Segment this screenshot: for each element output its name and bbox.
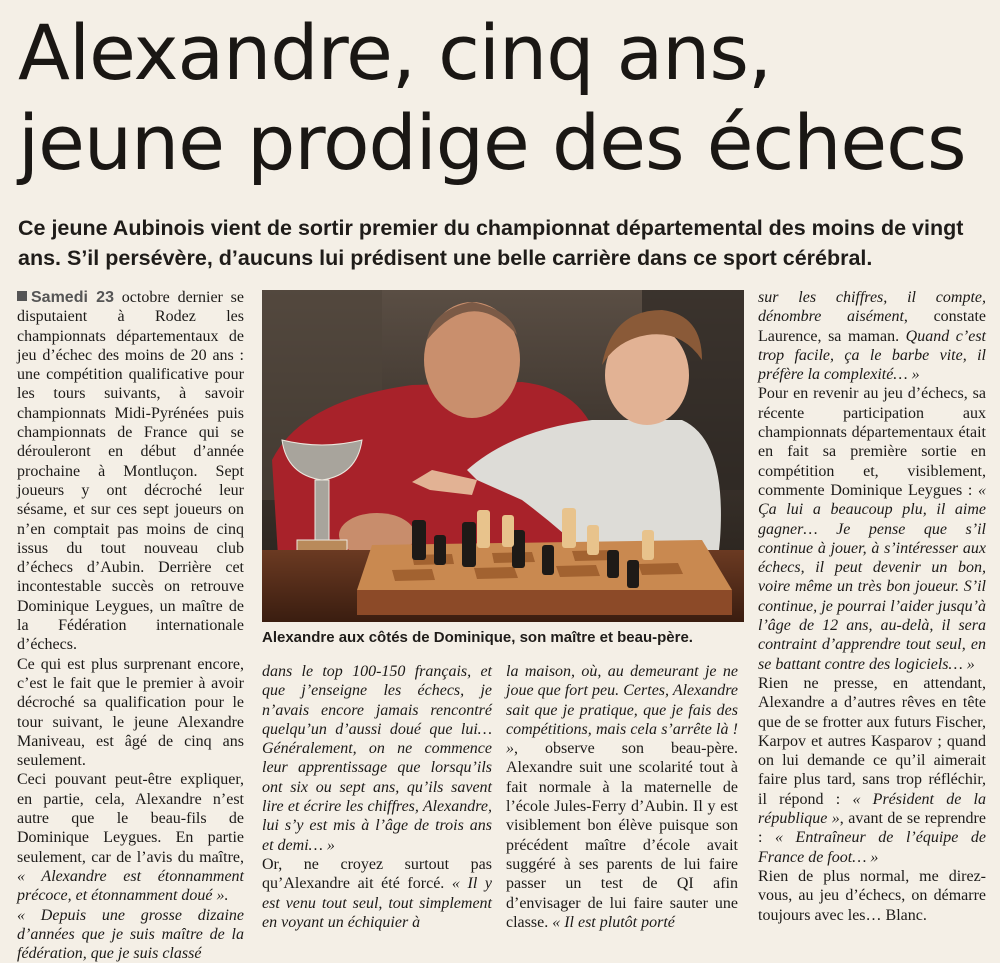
col3-paragraph-1 [506,662,738,932]
chess-photo-illustration [262,290,744,622]
col4-paragraph-1 [758,288,986,384]
article-column-3 [506,662,738,932]
col4-quote-3: « Président de la république » [758,791,986,827]
col4-text-3: Rien ne presse, en attendant, Alexandre a d’autres rêves en tête que de se frotter aux futurs Fischer, Karpov et autres Kasparov ; quand on lui demande ce qu’il aimerait faire plus tard, sans trop réfléchir, il répond : [758,675,986,808]
col4-quote-3b: « Entraîneur de l’équipe de France de foot… » [758,829,986,865]
lead-square-icon [17,291,27,301]
photo-caption: Alexandre aux côtés de Dominique, son maître et beau-père. [262,628,744,648]
col2-quote-2: « Il y est venu tout seul, tout simplement en voyant un échiquier à [262,875,492,931]
col2-paragraph-2 [262,855,492,932]
headline [18,8,988,188]
col3-quote-1: la maison, où, au demeurant je ne joue que fort peu. Certes, Alexandre sait que je pratique, que je fais des compétitions, mais cela s’arrête là ! » [506,663,738,757]
col4-quote-1b: Quand c’est trop facile, ça le barbe vite, il préfère la complexité… » [758,328,986,384]
col1-paragraph-3 [17,770,244,905]
col4-quote-1: sur les chiffres, il compte, dénombre aisément [758,289,986,325]
col4-paragraph-2 [758,384,986,673]
col4-text-3b: , avant de se reprendre : [758,810,986,846]
col4-text-1: , constate Laurence, sa maman. [758,308,986,344]
col4-quote-2: « Ça lui a beaucoup plu, il aime gagner… Je pense que s’il continue à jouer, à s’intéresser aux échecs, il peut devenir un bon, voire même un très bon joueur. S’il continue, je pourrai l’aider jusqu’à l’âge de 12 ans, au-delà, il sera contraint d’apprendre tout seul, en se battant contre des logiciels… » [758,482,986,673]
col3-quote-end: « Il est plutôt porté [552,914,675,931]
col1-quote-3: « Alexandre est étonnamment précoce, et étonnamment doué ». [17,868,244,904]
col4-paragraph-3 [758,674,986,867]
col4-paragraph-4: Rien de plus normal, me direz-vous, au jeu d’échecs, on démarre toujours avec les… Blanc. [758,867,986,925]
col2-paragraph-1: dans le top 100-150 français, et que j’enseigne les échecs, je n’avais encore jamais rencontré quelqu’un d’aussi doué que lui… Généralement, on ne commence leur apprentissage que lorsqu’ils ont six ou sept ans, qu’ils savent lire et écrire les chiffres, Alexandre, lui s’y est mis à l’âge de trois ans et demi… » [262,662,492,855]
lead-word: Samedi 23 [31,289,114,306]
col1-text-3: Ceci pouvant peut-être expliquer, en partie, cela, Alexandre n’est autre que le beau-fils de Dominique Leygues. En partie seulement, car de l’avis du maître, [17,771,244,865]
article-column-4 [758,288,986,925]
col1-paragraph-1 [17,288,244,655]
headline-line-2: jeune prodige des échecs [18,98,988,188]
standfirst: Ce jeune Aubinois vient de sortir premier du championnat départemental des moins de vingt ans. S’il persévère, d’aucuns lui prédisent une belle carrière dans ce sport cérébral. [18,213,983,273]
col1-paragraph-4: « Depuis une grosse dizaine d’années que je suis maître de la fédération, que je suis classé [17,906,244,963]
article-photo [262,290,744,622]
col3-text-1: , observe son beau-père. Alexandre suit une scolarité tout à fait normale à la maternelle de l’école Jules-Ferry d’Aubin. Il y est visiblement bon élève puisque son précédent maître d’école avait suggéré à ses parents de lui faire passer un test de QI afin d’envisager de lui faire sauter une classe. [506,740,738,931]
article-column-1 [17,288,244,963]
col4-text-2: Pour en revenir au jeu d’échecs, sa récente participation aux championnats départementaux était en fait sa première sortie en compétition et, visiblement, commente Dominique Leygues : [758,385,986,498]
col2-text-2: Or, ne croyez surtout pas qu’Alexandre ait été forcé. [262,856,492,892]
col1-text-1: octobre dernier se disputaient à Rodez les championnats départementaux de jeu d’échec des moins de 20 ans : une compétition qualificative pour les tours suivants, à savoir championnats Midi-Pyrénées puis championnats de France qui se dérouleront en début d’année prochaine à Montluçon. Sept joueurs y ont décroché leur sésame, et sur ces sept joueurs on n’en comptait pas moins de cinq issus du tout nouveau club d’échecs d’Aubin. Derrière cet incontestable succès on retrouve Dominique Leygues, un maître de la Fédération internationale d’échecs. [17,289,244,653]
article-column-2 [262,662,492,932]
headline-line-1: Alexandre, cinq ans, [18,8,988,98]
col1-paragraph-2: Ce qui est plus surprenant encore, c’est le fait que le premier à avoir décroché sa qualification pour le tour suivant, le jeune Alexandre Maniveau, est âgé de cinq ans seulement. [17,655,244,771]
